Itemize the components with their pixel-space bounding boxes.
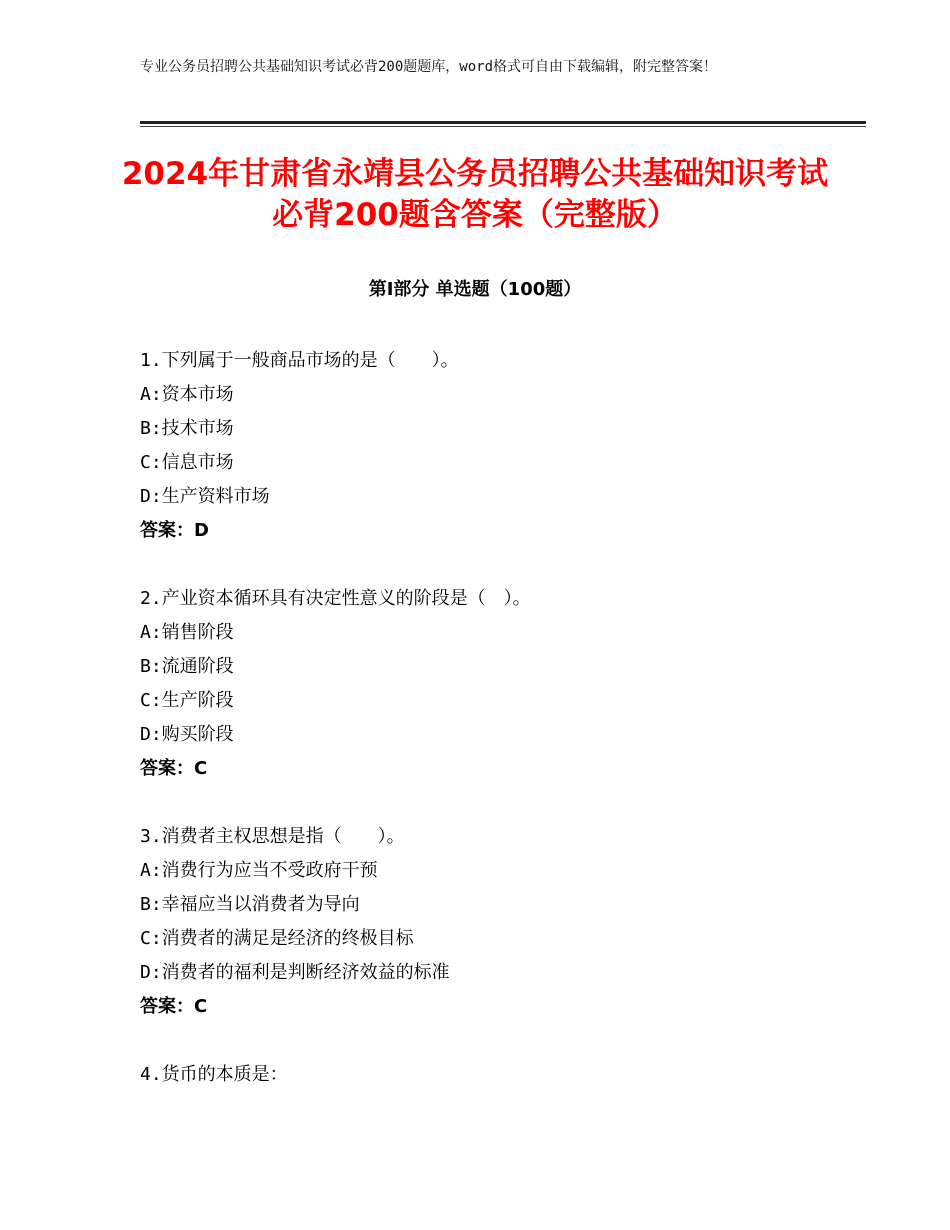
question-3: [140, 820, 860, 1024]
header-rule-thin: [140, 126, 866, 127]
question-1: [140, 344, 860, 548]
option-b: B:流通阶段: [140, 656, 234, 677]
option-c: C:生产阶段: [140, 690, 234, 711]
answer: 答案：C: [140, 996, 208, 1017]
answer: 答案：C: [140, 758, 208, 779]
option-d: D:消费者的福利是判断经济效益的标准: [140, 962, 450, 983]
question-stem: 4.货币的本质是：: [140, 1064, 288, 1085]
answer: 答案：D: [140, 520, 209, 541]
header-note: 专业公务员招聘公共基础知识考试必背200题题库，word格式可自由下载编辑，附完整答案！: [140, 59, 717, 75]
question-list: [140, 344, 860, 1126]
question-stem: 2.产业资本循环具有决定性意义的阶段是（ ）。: [140, 588, 531, 609]
question-4: [140, 1058, 860, 1092]
option-a: A:销售阶段: [140, 622, 234, 643]
option-a: A:消费行为应当不受政府干预: [140, 860, 378, 881]
question-2: [140, 582, 860, 786]
section-title: 第Ⅰ部分 单选题（100题）: [368, 279, 582, 300]
option-c: C:消费者的满足是经济的终极目标: [140, 928, 414, 949]
question-stem: 1.下列属于一般商品市场的是（ ）。: [140, 350, 459, 371]
option-b: B:技术市场: [140, 418, 234, 439]
question-stem: 3.消费者主权思想是指（ ）。: [140, 826, 405, 847]
option-d: D:购买阶段: [140, 724, 234, 745]
option-d: D:生产资料市场: [140, 486, 270, 507]
option-a: A:资本市场: [140, 384, 234, 405]
option-c: C:信息市场: [140, 452, 234, 473]
document-title: 2024年甘肃省永靖县公务员招聘公共基础知识考试必背200题含答案（完整版）: [121, 156, 829, 233]
header-rule-thick: [140, 121, 866, 124]
option-b: B:幸福应当以消费者为导向: [140, 894, 360, 915]
